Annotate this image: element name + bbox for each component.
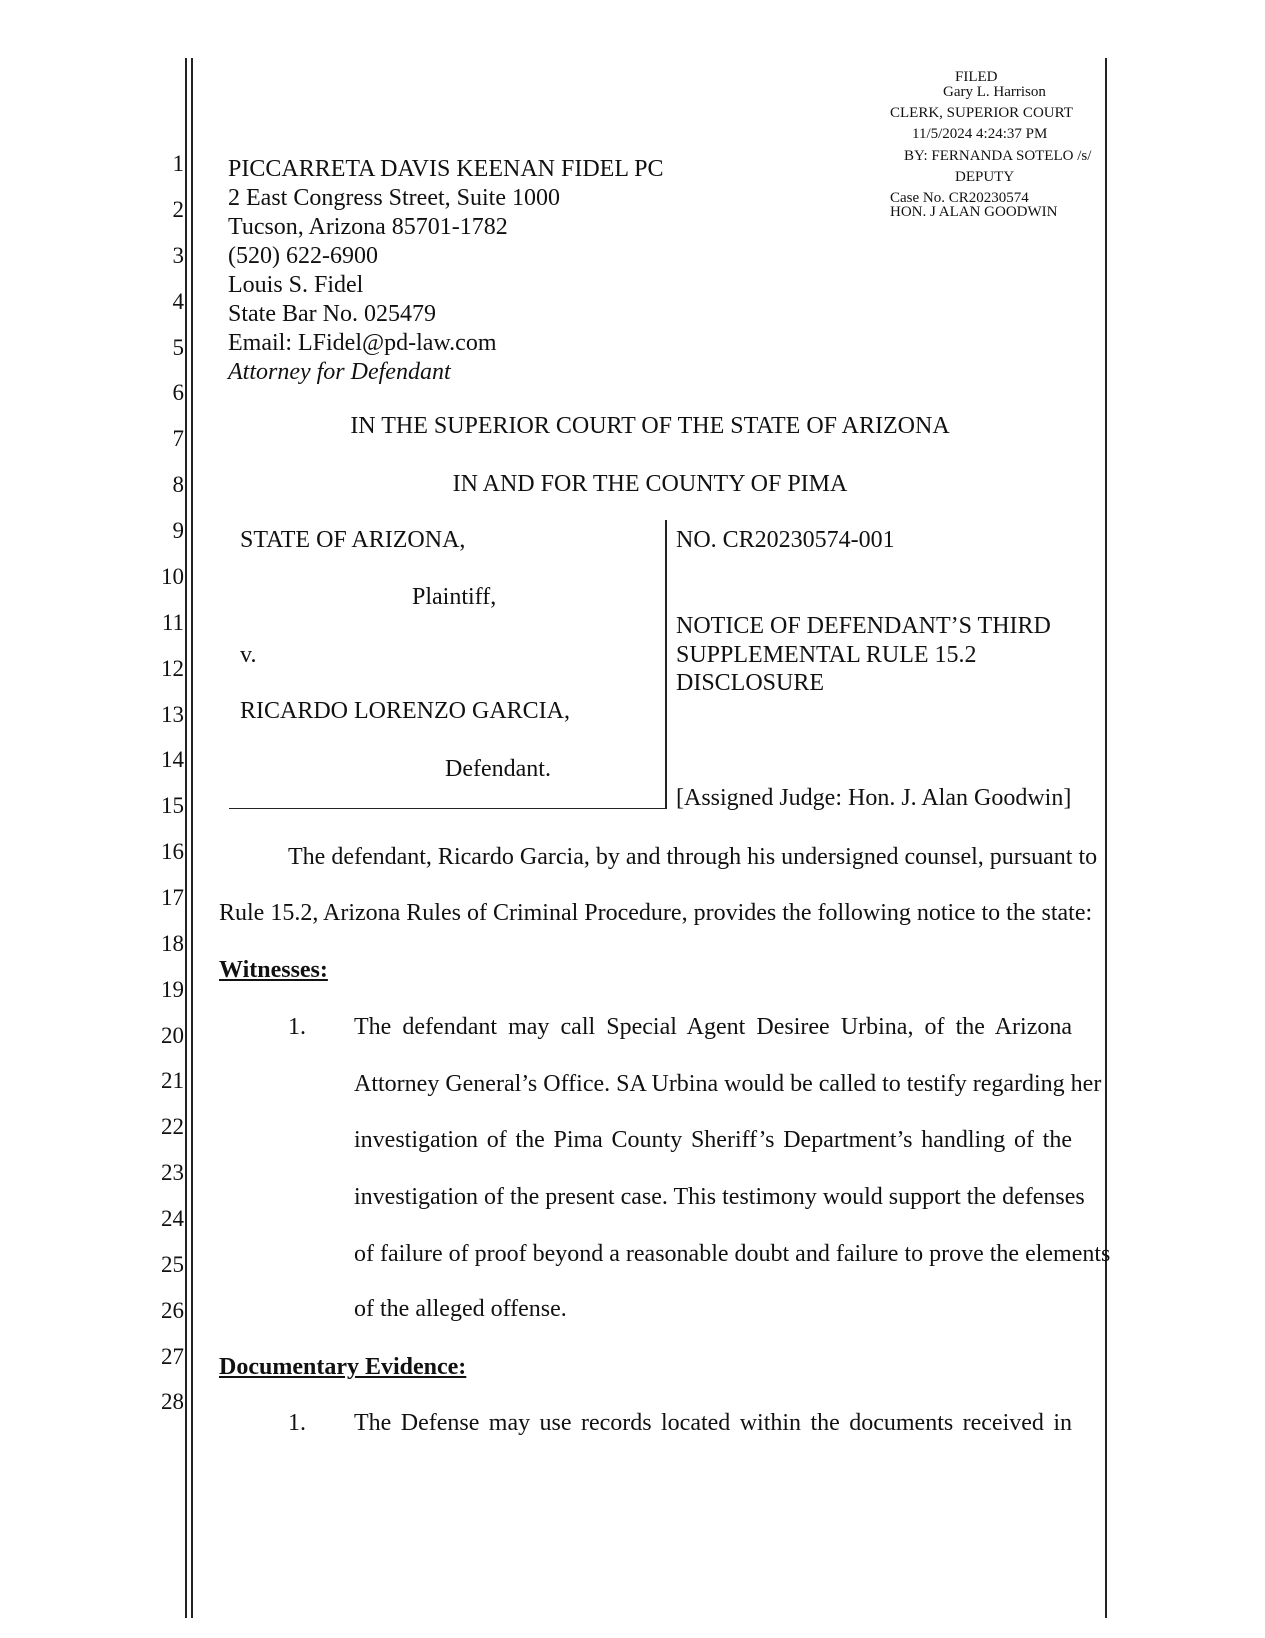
- documentary-evidence-heading: Documentary Evidence:: [219, 1354, 467, 1380]
- line-number: 21: [161, 1068, 184, 1093]
- line-number: 27: [161, 1344, 184, 1369]
- line-number: 18: [161, 931, 184, 956]
- attorney-role: Attorney for Defendant: [228, 359, 451, 385]
- line-number: 8: [172, 472, 184, 497]
- court-title-line-1: IN THE SUPERIOR COURT OF THE STATE OF ARIZONA: [350, 413, 950, 439]
- stamp-case-no: Case No. CR20230574: [890, 190, 1029, 206]
- firm-address-1: 2 East Congress Street, Suite 1000: [228, 185, 560, 211]
- documentary-line-1: The Defense may use records located within the documents received in: [354, 1410, 1072, 1436]
- right-margin-rule: [1105, 58, 1107, 1618]
- line-number: 20: [161, 1023, 184, 1048]
- attorney-email: Email: LFidel@pd-law.com: [228, 330, 497, 356]
- versus: v.: [240, 642, 257, 668]
- case-number: NO. CR20230574-001: [676, 527, 895, 553]
- line-number: 2: [172, 197, 184, 222]
- caption-bottom-rule: [229, 808, 665, 809]
- court-title-line-2: IN AND FOR THE COUNTY OF PIMA: [452, 471, 848, 497]
- firm-phone: (520) 622-6900: [228, 243, 378, 269]
- stamp-datetime: 11/5/2024 4:24:37 PM: [912, 126, 1048, 142]
- line-number: 11: [161, 610, 184, 635]
- line-number: 16: [161, 839, 184, 864]
- document-title-line-3: DISCLOSURE: [676, 670, 825, 696]
- line-number: 12: [161, 656, 184, 681]
- line-number: 9: [172, 518, 184, 543]
- document-title-line-2: SUPPLEMENTAL RULE 15.2: [676, 642, 977, 668]
- line-number: 23: [161, 1160, 184, 1185]
- line-number: 24: [161, 1206, 184, 1231]
- line-number: 19: [161, 977, 184, 1002]
- witness-line-3: investigation of the Pima County Sheriff’s Department’s handling of the: [354, 1127, 1072, 1153]
- firm-name: PICCARRETA DAVIS KEENAN FIDEL PC: [228, 156, 664, 182]
- witness-line-4: investigation of the present case. This testimony would support the defenses: [354, 1184, 1085, 1210]
- plaintiff-name: STATE OF ARIZONA,: [240, 527, 466, 553]
- line-number: 4: [172, 289, 184, 314]
- witness-line-6: of the alleged offense.: [354, 1296, 567, 1322]
- plaintiff-label: Plaintiff,: [412, 584, 497, 610]
- line-number: 13: [161, 702, 184, 727]
- line-number: 28: [161, 1389, 184, 1414]
- line-number: 26: [161, 1298, 184, 1323]
- assigned-judge: [Assigned Judge: Hon. J. Alan Goodwin]: [676, 785, 1072, 811]
- caption-divider: [665, 520, 667, 809]
- witnesses-heading: Witnesses:: [219, 957, 328, 983]
- line-number: 15: [161, 793, 184, 818]
- intro-line-1: The defendant, Ricardo Garcia, by and through his undersigned counsel, pursuant to: [288, 844, 1098, 870]
- firm-address-2: Tucson, Arizona 85701-1782: [228, 214, 508, 240]
- witness-item-number: 1.: [288, 1014, 306, 1040]
- intro-line-2: Rule 15.2, Arizona Rules of Criminal Procedure, provides the following notice to the state:: [219, 900, 1093, 926]
- defendant-label: Defendant.: [445, 756, 551, 782]
- line-number: 1: [172, 151, 184, 176]
- line-number: 3: [172, 243, 184, 268]
- left-margin-rule-outer: [185, 58, 187, 1618]
- witness-line-1: The defendant may call Special Agent Desiree Urbina, of the Arizona: [354, 1014, 1072, 1040]
- line-number: 5: [172, 335, 184, 360]
- line-number: 17: [161, 885, 184, 910]
- stamp-by: BY: FERNANDA SOTELO /s/: [904, 148, 1092, 164]
- line-number: 7: [172, 426, 184, 451]
- line-number: 14: [161, 747, 184, 772]
- attorney-name: Louis S. Fidel: [228, 272, 364, 298]
- state-bar-number: State Bar No. 025479: [228, 301, 436, 327]
- stamp-judge: HON. J ALAN GOODWIN: [890, 204, 1058, 220]
- document-title-line-1: NOTICE OF DEFENDANT’S THIRD: [676, 613, 1051, 639]
- stamp-deputy: DEPUTY: [955, 169, 1015, 185]
- stamp-clerk-title: CLERK, SUPERIOR COURT: [890, 105, 1073, 121]
- documentary-item-number: 1.: [288, 1410, 306, 1436]
- stamp-clerk-name: Gary L. Harrison: [943, 84, 1046, 100]
- line-number: 6: [172, 380, 184, 405]
- line-number: 22: [161, 1114, 184, 1139]
- line-number: 10: [161, 564, 184, 589]
- line-number: 25: [161, 1252, 184, 1277]
- witness-line-2: Attorney General’s Office. SA Urbina would be called to testify regarding her: [354, 1071, 1102, 1097]
- stamp-filed: FILED: [955, 69, 998, 85]
- witness-line-5: of failure of proof beyond a reasonable doubt and failure to prove the elements: [354, 1241, 1111, 1267]
- left-margin-rule-inner: [191, 58, 193, 1618]
- defendant-name: RICARDO LORENZO GARCIA,: [240, 698, 570, 724]
